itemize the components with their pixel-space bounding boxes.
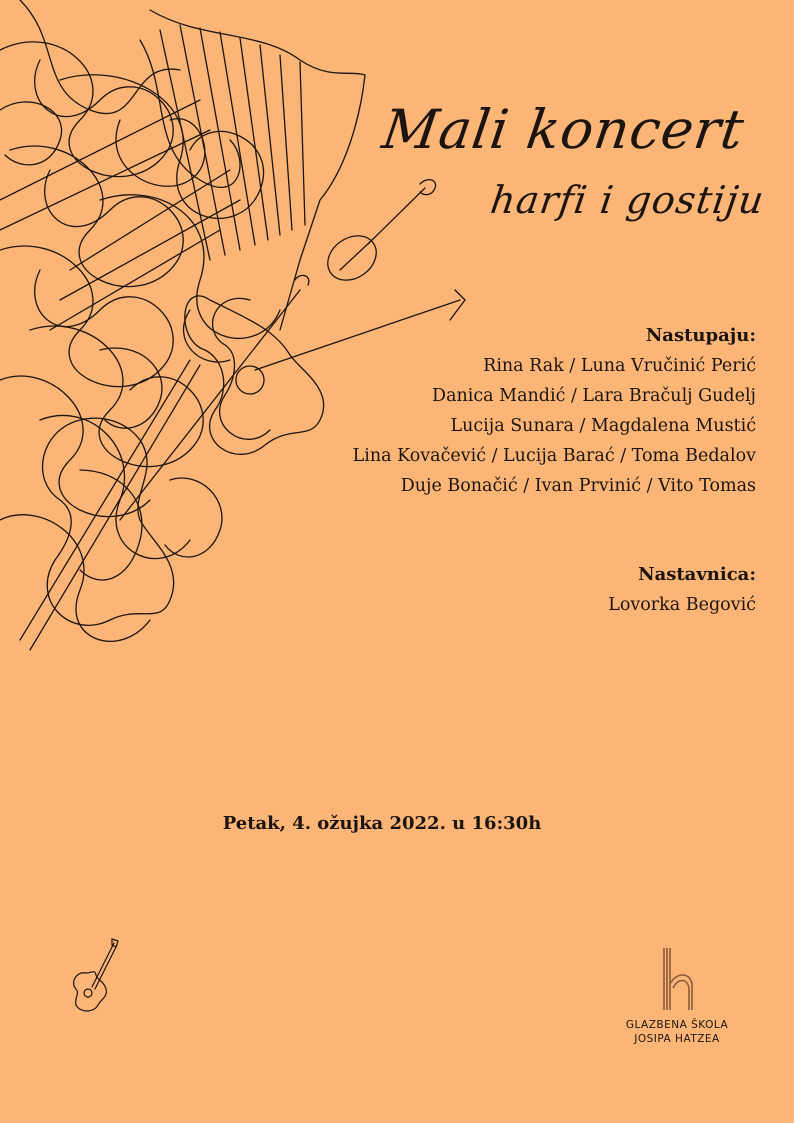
teacher-heading: Nastavnica:: [638, 564, 756, 585]
teacher-section: [608, 560, 756, 620]
h-letter-logo-icon: [654, 944, 700, 1014]
performer-line: Danica Mandić / Lara Bračulj Gudelj: [432, 386, 756, 406]
concert-subtitle: harfi i gostiju: [487, 178, 768, 222]
performer-line: Lucija Sunara / Magdalena Mustić: [450, 416, 756, 436]
performer-line: Lina Kovačević / Lucija Barać / Toma Bedalov: [352, 446, 756, 466]
guitar-icon: [68, 935, 124, 1015]
event-date-time: Petak, 4. ožujka 2022. u 16:30h: [222, 813, 542, 834]
school-name-line-2: JOSIPA HATZEA: [634, 1033, 720, 1045]
performer-line: Duje Bonačić / Ivan Prvinić / Vito Tomas: [400, 476, 756, 496]
teacher-name: Lovorka Begović: [608, 595, 756, 615]
school-name-line-1: GLAZBENA ŠKOLA: [625, 1019, 729, 1031]
concert-title: Mali koncert: [378, 98, 749, 161]
performers-heading: Nastupaju:: [645, 325, 756, 346]
performers-section: [353, 321, 756, 501]
performer-line: Rina Rak / Luna Vručinić Perić: [483, 356, 756, 376]
school-logo: [612, 944, 742, 1046]
